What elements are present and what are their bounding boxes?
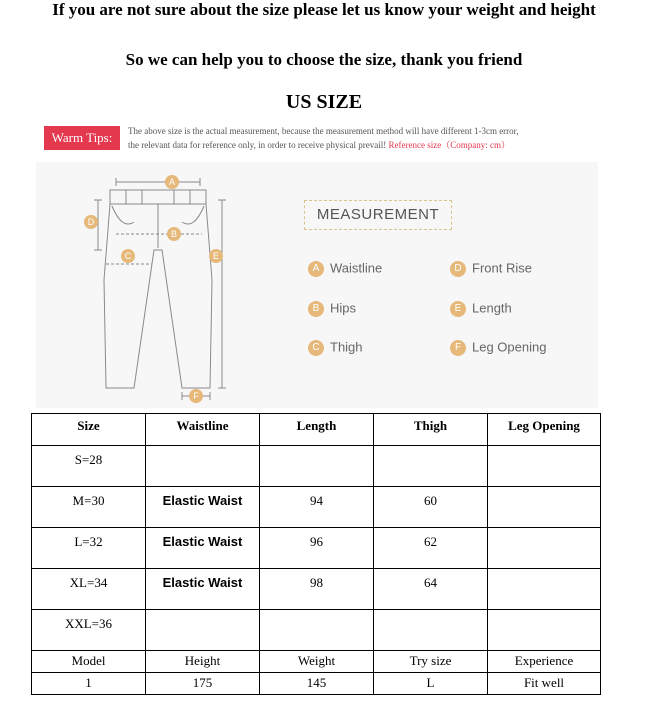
legend-item-waistline — [308, 258, 382, 278]
measurement-title: MEASUREMENT — [304, 200, 452, 230]
model-header: Model — [32, 651, 146, 673]
length-cell: 98 — [260, 569, 374, 610]
waistband-outline — [110, 190, 206, 204]
left-pocket — [112, 206, 134, 224]
legend-item-front-rise — [450, 258, 532, 278]
experience-header: Experience — [488, 651, 601, 673]
marker-e-label: E — [212, 251, 220, 261]
leg-opening-cell — [488, 487, 601, 528]
thigh-cell — [374, 610, 488, 651]
legend-d-label: Front Rise — [472, 260, 532, 276]
waistline-cell: Elastic Waist — [146, 528, 260, 569]
leg-opening-cell — [488, 528, 601, 569]
weight-height-notice: If you are not sure about the size please let us know your weight and height — [52, 0, 596, 19]
header-thigh: Thigh — [374, 414, 488, 446]
table-row — [32, 446, 601, 487]
length-cell: 94 — [260, 487, 374, 528]
warm-tips-line2 — [128, 138, 608, 152]
size-cell: XL=34 — [32, 569, 146, 610]
legend-item-thigh — [308, 337, 363, 357]
waistline-cell — [146, 610, 260, 651]
thigh-cell: 60 — [374, 487, 488, 528]
weight-value: 145 — [260, 673, 374, 695]
legend-item-length — [450, 298, 512, 318]
leg-opening-cell — [488, 610, 601, 651]
length-measure — [218, 200, 226, 388]
thigh-cell — [374, 446, 488, 487]
size-cell: M=30 — [32, 487, 146, 528]
legend-b-label: Hips — [330, 300, 357, 316]
table-row — [32, 569, 601, 610]
table-row — [32, 487, 601, 528]
legend-item-hips — [308, 298, 356, 318]
measurement-diagram — [36, 162, 598, 408]
marker-b-label: B — [170, 229, 178, 239]
length-cell — [260, 446, 374, 487]
legend-f-label: Leg Opening — [472, 339, 547, 355]
warm-tips-text — [128, 124, 608, 152]
legend-item-leg-opening — [450, 337, 546, 357]
warm-tips-line2-text: the relevant data for reference only, in order to receive physical prevail! — [128, 140, 387, 150]
marker-f-label: F — [193, 391, 199, 401]
warm-tips-badge: Warm Tips: — [44, 126, 120, 150]
size-cell: XXL=36 — [32, 610, 146, 651]
try-size-value: L — [374, 673, 488, 695]
header-size: Size — [32, 414, 146, 446]
model-header-row — [32, 651, 601, 673]
header-waistline: Waistline — [146, 414, 260, 446]
leg-opening-cell — [488, 446, 601, 487]
waistline-cell: Elastic Waist — [146, 569, 260, 610]
size-cell: S=28 — [32, 446, 146, 487]
page-title: US SIZE — [285, 91, 363, 113]
reference-size-note: Reference size（Company: cm） — [388, 140, 511, 150]
experience-value: Fit well — [488, 673, 601, 695]
header-leg-opening: Leg Opening — [488, 414, 601, 446]
model-value-row — [32, 673, 601, 695]
size-table-header-row — [32, 414, 601, 446]
waistline-cell: Elastic Waist — [146, 487, 260, 528]
waistline-measure — [116, 178, 200, 186]
height-value: 175 — [146, 673, 260, 695]
legend-c-label: Thigh — [330, 339, 363, 355]
thigh-cell: 64 — [374, 569, 488, 610]
warm-tips — [44, 124, 604, 154]
belt-loops — [126, 190, 190, 204]
legend-e-icon: E — [450, 301, 466, 317]
legend-a-icon: A — [308, 261, 324, 277]
thigh-cell: 62 — [374, 528, 488, 569]
legend-a-label: Waistline — [330, 260, 383, 276]
header-length: Length — [260, 414, 374, 446]
legend-d-icon: D — [450, 261, 466, 277]
size-table — [31, 413, 601, 695]
waistline-cell — [146, 446, 260, 487]
marker-d-label: D — [87, 217, 95, 227]
table-row — [32, 528, 601, 569]
warm-tips-line1: The above size is the actual measurement, because the measurement method will have different 1-3cm error, — [128, 126, 519, 136]
legend-e-label: Length — [472, 300, 512, 316]
length-cell: 96 — [260, 528, 374, 569]
legend-c-icon: C — [308, 340, 324, 356]
marker-a-label: A — [168, 177, 176, 187]
model-value: 1 — [32, 673, 146, 695]
leg-opening-cell — [488, 569, 601, 610]
table-row — [32, 610, 601, 651]
try-size-header: Try size — [374, 651, 488, 673]
legend-f-icon: F — [450, 340, 466, 356]
marker-c-label: C — [124, 251, 132, 261]
size-cell: L=32 — [32, 528, 146, 569]
legend-b-icon: B — [308, 301, 324, 317]
weight-header: Weight — [260, 651, 374, 673]
right-pocket — [182, 206, 204, 224]
length-cell — [260, 610, 374, 651]
help-notice: So we can help you to choose the size, thank you friend — [125, 50, 523, 69]
height-header: Height — [146, 651, 260, 673]
pants-illustration — [76, 170, 276, 406]
